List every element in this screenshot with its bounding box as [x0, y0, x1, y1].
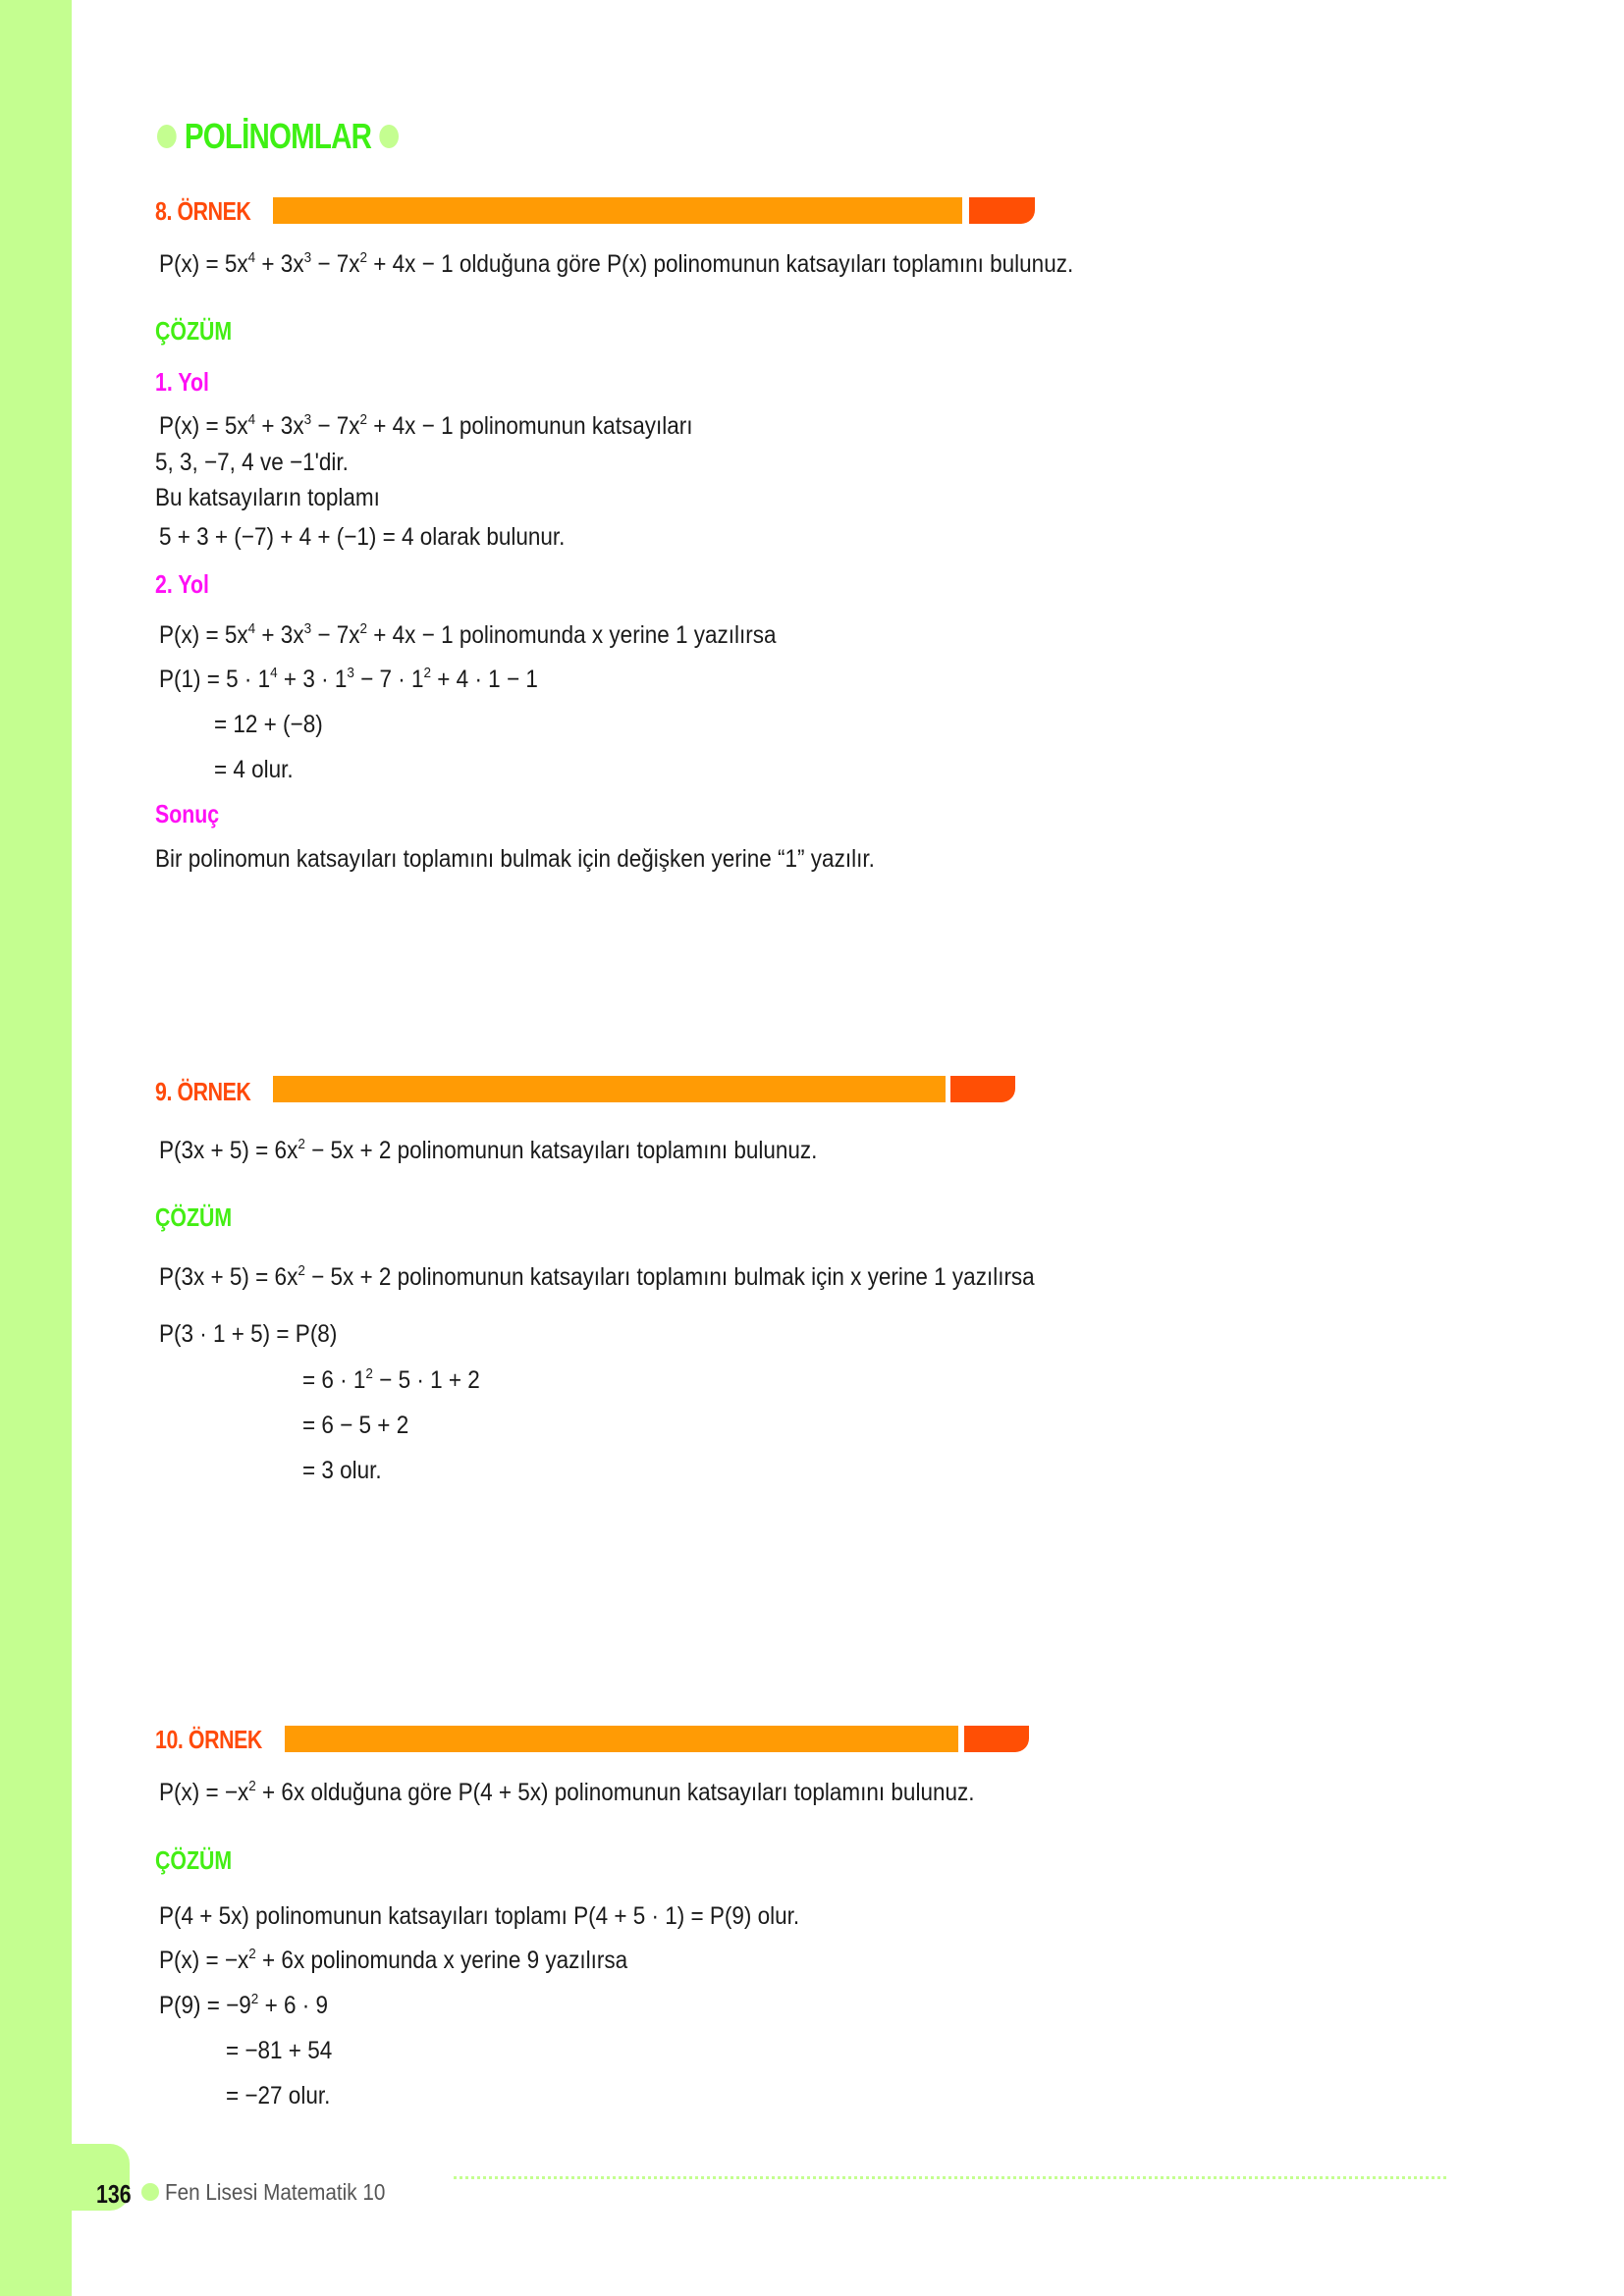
- example-9-bar-end: [950, 1076, 1015, 1102]
- example-8-bar-end: [969, 197, 1035, 224]
- example-9-question: $P(3x + 5) = 6x^2 - 5x + 2$ polinomunun katsayıları toplamını bulunuz.: [159, 1136, 818, 1164]
- example-9-solution-label: ÇÖZÜM: [155, 1202, 233, 1232]
- example-9-line: $P(3x + 5) = 6x^2 - 5x + 2$ polinomunun katsayıları toplamını bulmak için x yerine 1 yazılırsa: [159, 1262, 1035, 1291]
- method-2-line: $P(1) = 5 \cdot 1^4 + 3 \cdot 1^3 - 7 \cdot 1^2 + 4 \cdot 1 - 1$: [159, 665, 538, 693]
- page-number: 136: [96, 2179, 132, 2209]
- example-9-line: = $6 \cdot 1^2 - 5 \cdot 1 + 2$: [302, 1365, 480, 1394]
- example-10-line: = −27 olur.: [226, 2082, 331, 2109]
- method-1-line: 5 + 3 + (−7) + 4 + (−1) = 4 olarak bulunur.: [159, 523, 566, 551]
- bullet-dot-icon: [379, 125, 399, 148]
- example-10-line: P(4 + 5x) polinomunun katsayıları toplamı P(4 + 5 · 1) = P(9) olur.: [159, 1902, 800, 1930]
- example-10-solution-label: ÇÖZÜM: [155, 1845, 233, 1875]
- example-9-line: P(3 · 1 + 5) = P(8): [159, 1320, 338, 1348]
- example-9-label: 9. ÖRNEK: [155, 1077, 251, 1106]
- result-label: Sonuç: [155, 799, 220, 828]
- example-9-line: = 6 − 5 + 2: [302, 1412, 409, 1439]
- example-10-bar-end: [964, 1726, 1029, 1752]
- bullet-dot-icon: [157, 125, 177, 148]
- book-title: Fen Lisesi Matematik 10: [165, 2179, 386, 2205]
- example-9-line: = 3 olur.: [302, 1457, 382, 1484]
- method-1-line: Bu katsayıların toplamı: [155, 484, 380, 511]
- chapter-heading: [157, 116, 399, 157]
- footer-dotted-rule: [454, 2176, 1446, 2179]
- method-1-line: 5, 3, −7, 4 ve −1'dir.: [155, 449, 349, 476]
- example-8-bar: [273, 197, 962, 224]
- example-8-solution-label: ÇÖZÜM: [155, 316, 233, 346]
- method-2-line: $P(x) = 5x^4 + 3x^3 - 7x^2 + 4x - 1$ polinomunda x yerine 1 yazılırsa: [159, 620, 777, 649]
- chapter-title: POLİNOMLAR: [184, 116, 372, 156]
- example-10-line: $P(x) = -x^2 + 6x$ polinomunda x yerine 9 yazılırsa: [159, 1946, 628, 1974]
- method-2-line: = 4 olur.: [214, 756, 294, 783]
- example-10-line: = −81 + 54: [226, 2037, 333, 2064]
- example-10-bar: [285, 1726, 958, 1752]
- example-10-line: $P(9) = -9^2 + 6 \cdot 9$: [159, 1991, 328, 2019]
- example-8-question: $P(x) = 5x^4 + 3x^3 - 7x^2 + 4x - 1$ olduğuna göre P(x) polinomunun katsayıları toplamını bulunuz.: [159, 249, 1074, 278]
- method-2-label: 2. Yol: [155, 569, 209, 599]
- method-2-line: = 12 + (−8): [214, 711, 323, 738]
- example-10-label: 10. ÖRNEK: [155, 1725, 262, 1754]
- result-text: Bir polinomun katsayıları toplamını bulmak için değişken yerine “1” yazılır.: [155, 845, 875, 873]
- left-margin-band: [0, 0, 72, 2296]
- example-9-bar: [273, 1076, 946, 1102]
- example-10-question: $P(x) = -x^2 + 6x$ olduğuna göre P(4 + 5x) polinomunun katsayıları toplamını bulunuz.: [159, 1778, 975, 1806]
- method-1-label: 1. Yol: [155, 367, 209, 397]
- example-8-label: 8. ÖRNEK: [155, 196, 251, 226]
- footer-bullet-icon: [141, 2183, 159, 2201]
- method-1-line: $P(x) = 5x^4 + 3x^3 - 7x^2 + 4x - 1$ polinomunun katsayıları: [159, 411, 693, 440]
